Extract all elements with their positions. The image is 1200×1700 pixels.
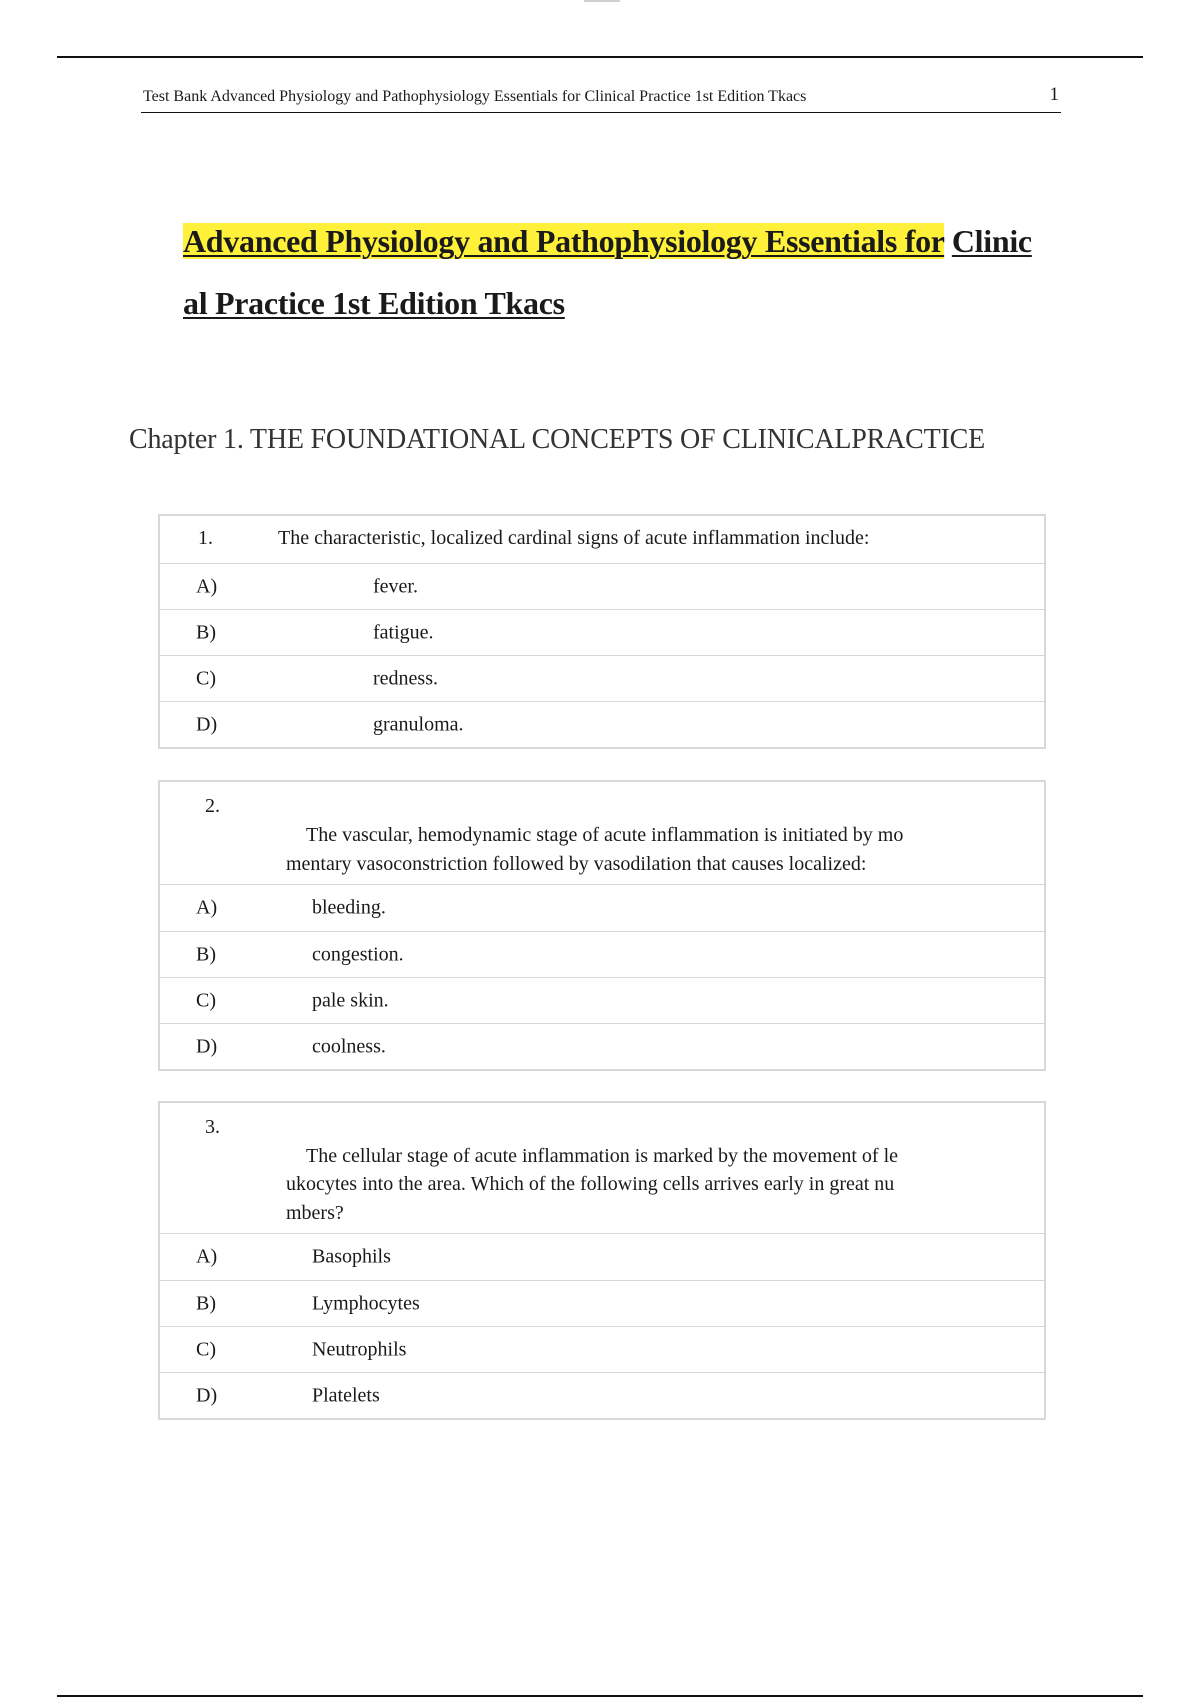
question-table-3 xyxy=(158,1101,1046,1420)
option-letter: C) xyxy=(196,989,216,1011)
question-stem-line: mentary vasoconstriction followed by vasodilation that causes localized: xyxy=(286,853,867,875)
question-stem-line: ukocytes into the area. Which of the following cells arrives early in great nu xyxy=(286,1173,895,1195)
option-row xyxy=(160,1233,1044,1280)
option-letter: B) xyxy=(196,1292,216,1314)
option-letter: B) xyxy=(196,621,216,643)
title-line1-rest: Clinic xyxy=(951,223,1032,259)
option-text: fatigue. xyxy=(373,621,434,643)
option-text: Neutrophils xyxy=(312,1338,407,1360)
option-text: fever. xyxy=(373,575,418,597)
top-edge-mark xyxy=(584,0,620,2)
option-text: congestion. xyxy=(312,943,404,965)
option-row xyxy=(160,563,1044,609)
question-stem-row xyxy=(160,1103,1044,1233)
option-text: coolness. xyxy=(312,1035,386,1057)
option-letter: A) xyxy=(196,575,218,597)
option-row xyxy=(160,884,1044,931)
option-letter: B) xyxy=(196,943,216,965)
option-text: Lymphocytes xyxy=(312,1292,420,1314)
running-header-title: Test Bank Advanced Physiology and Pathophysiology Essentials for Clinical Practice 1st Edition Tkacs xyxy=(143,88,807,105)
page-number: 1 xyxy=(1049,84,1059,105)
option-row xyxy=(160,931,1044,977)
option-letter: D) xyxy=(196,1035,218,1057)
option-row xyxy=(160,609,1044,655)
option-row xyxy=(160,1023,1044,1069)
option-letter: A) xyxy=(196,1245,218,1268)
option-row xyxy=(160,701,1044,747)
bottom-page-rule xyxy=(57,1695,1143,1697)
option-letter: C) xyxy=(196,1338,216,1360)
question-stem-line: mbers? xyxy=(286,1202,344,1224)
top-page-rule xyxy=(57,56,1143,58)
question-table-2 xyxy=(158,780,1046,1071)
option-text: granuloma. xyxy=(373,713,464,735)
title-line2: al Practice 1st Edition Tkacs xyxy=(183,285,565,321)
option-text: Basophils xyxy=(312,1245,391,1268)
question-number: 3. xyxy=(205,1116,220,1138)
title-highlighted-part: Advanced Physiology and Pathophysiology Essentials for xyxy=(183,223,945,259)
option-text: Platelets xyxy=(312,1384,380,1406)
question-stem-row xyxy=(160,782,1044,884)
running-header xyxy=(141,84,1061,113)
option-row xyxy=(160,1280,1044,1326)
option-row xyxy=(160,1372,1044,1418)
option-row xyxy=(160,655,1044,701)
option-text: redness. xyxy=(373,667,438,689)
option-text: pale skin. xyxy=(312,989,389,1011)
option-letter: D) xyxy=(196,1384,218,1406)
option-letter: A) xyxy=(196,896,218,919)
chapter-heading: Chapter 1. THE FOUNDATIONAL CONCEPTS OF CLINICALPRACTICE xyxy=(129,424,986,455)
option-row xyxy=(160,1326,1044,1372)
document-title xyxy=(183,210,1083,334)
option-letter: D) xyxy=(196,713,218,735)
question-stem: The characteristic, localized cardinal signs of acute inflammation include: xyxy=(278,527,870,549)
question-number: 2. xyxy=(205,795,220,817)
question-stem-line: The vascular, hemodynamic stage of acute inflammation is initiated by mo xyxy=(306,824,904,846)
question-stem-row xyxy=(160,516,1044,563)
option-row xyxy=(160,977,1044,1023)
option-letter: C) xyxy=(196,667,216,689)
question-table-1 xyxy=(158,514,1046,749)
question-number: 1. xyxy=(198,527,213,549)
option-text: bleeding. xyxy=(312,896,386,919)
question-stem-line: The cellular stage of acute inflammation is marked by the movement of le xyxy=(306,1145,899,1167)
